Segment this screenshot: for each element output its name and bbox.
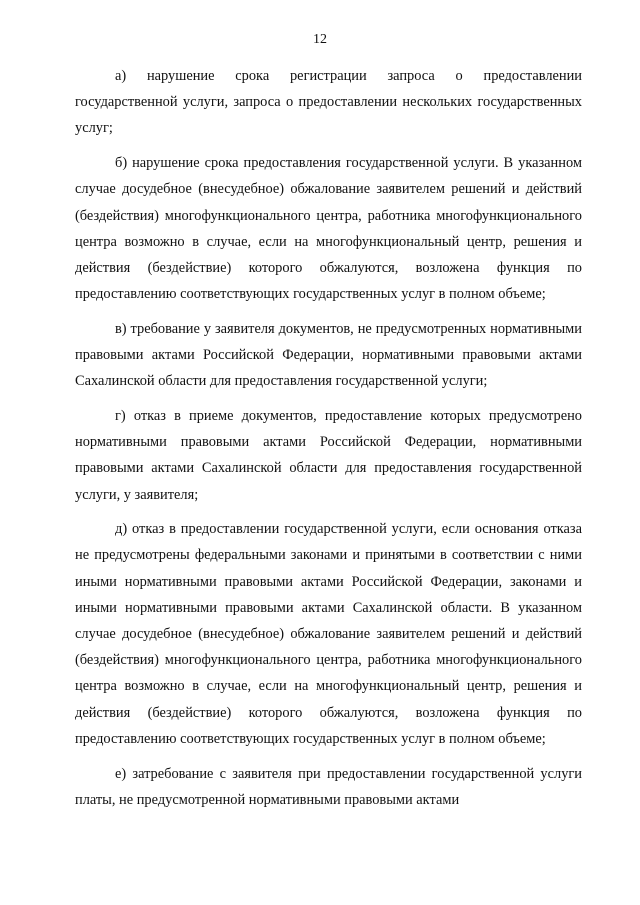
document-body (75, 63, 582, 813)
page-number: 12 (313, 32, 327, 47)
paragraph-g: г) отказ в приеме документов, предоставление которых предусмотрено нормативными правовыми актами Российской Федерации, нормативными правовыми актами Сахалинской области для предоставления государственной услуги, у заявителя; (75, 407, 582, 503)
paragraph-e: е) затребование с заявителя при предоставлении государственной услуги платы, не предусмотренной нормативными правовыми актами (75, 765, 582, 808)
paragraph-a: а) нарушение срока регистрации запроса о предоставлении государственной услуги, запроса о предоставлении нескольких государственных услуг; (75, 68, 582, 137)
paragraph-b: б) нарушение срока предоставления государственной услуги. В указанном случае досудебное (внесудебное) обжалование заявителем решений и действий (бездействия) многофункционального центра, работника многофункционального центра возможно в случае, если на многофункциональный центр, решения и действия (бездействие) которого обжалуются, возложена функция по предоставлению соответствующих государственных услуг в полном объеме; (75, 155, 582, 303)
paragraph-v: в) требование у заявителя документов, не предусмотренных нормативными правовыми актами Российской Федерации, нормативными правовыми актами Сахалинской области для предоставления государственной услуги; (75, 320, 582, 390)
paragraph-d: д) отказ в предоставлении государственной услуги, если основания отказа не предусмотрены федеральными законами и принятыми в соответствии с ними иными нормативными правовыми актами Российской Федерации, законами и иными нормативными правовыми актами Сахалинской области. В указанном случае досудебное (внесудебное) обжалование заявителем решений и действий (бездействия) многофункционального центра, работника многофункционального центра возможно в случае, если на многофункциональный центр, решения и действия (бездействие) которого обжалуются, возложена функция по предоставлению соответствующих государственных услуг в полном объеме; (75, 521, 582, 747)
